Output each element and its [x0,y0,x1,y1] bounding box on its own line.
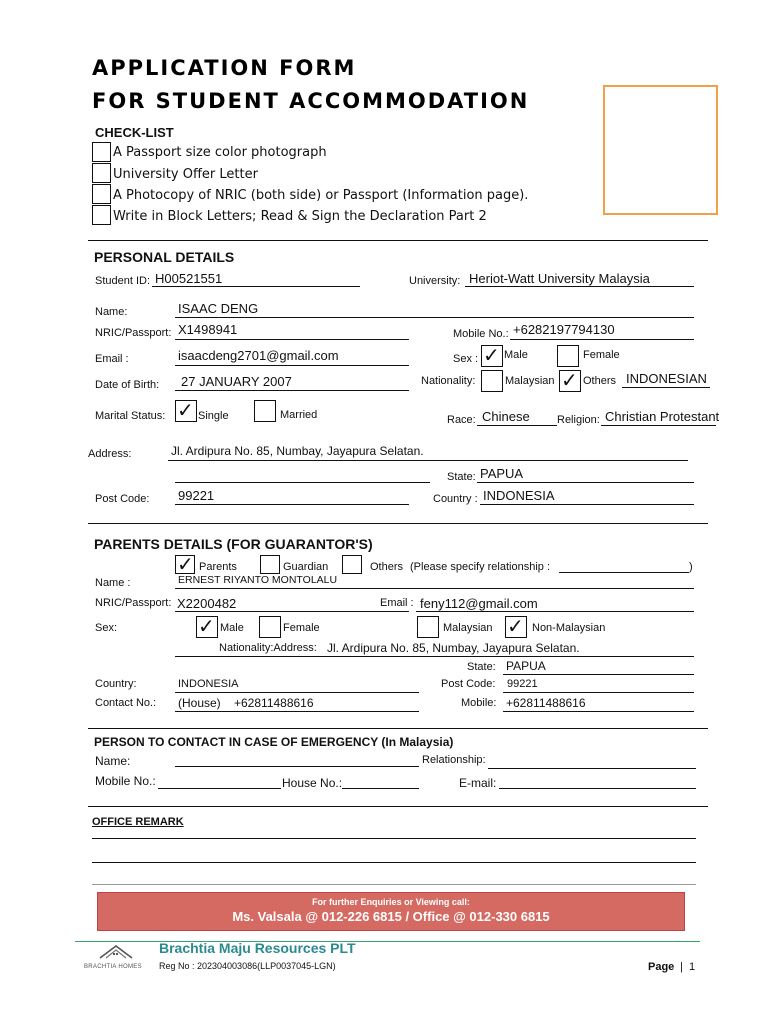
sex-female-checkbox[interactable] [557,345,579,367]
address-value[interactable]: Jl. Ardipura No. 85, Numbay, Jayapura Selatan. [171,444,424,458]
guardian-contact-underline [175,711,419,712]
parents-label: Parents [199,561,237,573]
guardian-email-label: Email : [380,597,414,609]
page-number: 1 [689,961,696,973]
enquiry-banner-line1: For further Enquiries or Viewing call: [312,897,470,907]
form-title: APPLICATION FORM [92,56,357,80]
emergency-house-field[interactable] [342,788,419,789]
sex-label: Sex : [453,353,479,365]
nationality-label: Nationality: [421,375,476,387]
emergency-heading: PERSON TO CONTACT IN CASE OF EMERGENCY (In Malaysia) [94,735,454,749]
religion-underline [601,425,716,426]
country-underline [480,504,694,505]
guardian-male-label: Male [220,622,244,634]
email-label: Email : [95,353,129,365]
checklist-checkbox-photo[interactable] [92,142,111,162]
marital-married-checkbox[interactable] [254,400,276,422]
enquiry-banner [97,892,685,931]
name-label: Name: [95,306,128,318]
parents-details-heading: PARENTS DETAILS (FOR GUARANTOR'S) [94,536,373,552]
guardian-nric-underline [175,611,409,612]
guardian-contact-label: Contact No.: [95,697,157,709]
enquiry-banner-line2: Ms. Valsala @ 012-226 6815 / Office @ 012-330 6815 [232,909,550,924]
student-id-value[interactable]: H00521551 [155,271,223,286]
emergency-email-field[interactable] [499,788,696,789]
check-icon: ✓ [507,614,524,638]
race-label: Race: [447,414,476,426]
company-reg: Reg No : 202304003086(LLP0037045-LGN) [159,961,336,971]
country-label: Country : [433,493,478,505]
guardian-contact-house-label: (House) [178,696,221,710]
checklist-item: University Offer Letter [113,167,258,182]
checklist-item: A Photocopy of NRIC (both side) or Passport (Information page). [113,188,529,203]
guardian-name-value[interactable]: ERNEST RIYANTO MONTOLALU [178,574,338,586]
mobile-label: Mobile No.: [453,328,509,340]
guardian-country-label: Country: [95,678,137,690]
emergency-name-field[interactable] [175,766,419,767]
emergency-house-label: House No.: [282,776,343,790]
university-underline [465,286,694,287]
guardian-name-label: Name : [95,577,131,589]
email-underline [175,365,409,366]
specify-label: (Please specify relationship : [410,561,551,573]
name-underline [175,317,694,318]
guardian-nric-label: NRIC/Passport: [95,597,172,609]
divider [88,240,708,241]
mobile-value[interactable]: +6282197794130 [513,322,615,337]
postcode-underline [175,504,409,505]
university-label: University: [409,275,461,287]
university-value[interactable]: Heriot-Watt University Malaysia [469,271,650,286]
company-name: Brachtia Maju Resources PLT [159,940,356,956]
checklist-item: Write in Block Letters; Read & Sign the Declaration Part 2 [113,209,487,224]
others-relation-label: Others [370,561,404,573]
guardian-nationality-address-label: Nationality:Address: [219,642,317,654]
country-value[interactable]: INDONESIA [483,488,555,503]
state-underline [477,482,694,483]
state-value[interactable]: PAPUA [480,466,524,481]
guardian-state-underline [503,674,694,675]
others-label: Others [583,375,617,387]
male-label: Male [504,349,528,361]
photo-box[interactable] [603,85,718,215]
married-label: Married [280,409,318,421]
nric-underline [175,339,409,340]
guardian-postcode-value[interactable]: 99221 [507,678,538,690]
mobile-underline [510,339,694,340]
guardian-country-value[interactable]: INDONESIA [178,678,239,690]
race-underline [477,425,557,426]
postcode-value[interactable]: 99221 [178,488,215,503]
guardian-name-underline [175,588,694,589]
guardian-postcode-label: Post Code: [441,678,496,690]
relation-others-checkbox[interactable] [342,555,362,574]
guardian-female-checkbox[interactable] [259,616,281,638]
address-label: Address: [88,448,132,460]
checklist-item: A Passport size color photograph [113,145,327,160]
nationality-other-underline [622,387,710,388]
emergency-mobile-label: Mobile No.: [95,774,156,788]
divider [88,728,708,729]
guardian-sex-label: Sex: [95,622,118,634]
nric-label: NRIC/Passport: [95,327,172,339]
relation-guardian-checkbox[interactable] [260,555,280,574]
emergency-name-label: Name: [95,754,131,768]
checklist-checkbox-nric[interactable] [92,184,111,204]
form-subtitle: FOR STUDENT ACCOMMODATION [92,89,530,113]
address-underline-2 [175,482,430,483]
checklist-checkbox-offer[interactable] [92,163,111,183]
postcode-label: Post Code: [95,493,150,505]
divider [88,523,708,524]
checklist-checkbox-declaration[interactable] [92,205,111,225]
student-id-underline [152,286,360,287]
guardian-mobile-value[interactable]: +62811488616 [506,696,586,710]
checklist-heading: CHECK-LIST [95,125,174,140]
emergency-relationship-label: Relationship: [422,754,486,766]
guardian-country-underline [175,692,419,693]
nric-value[interactable]: X1498941 [178,322,238,337]
page-label: Page [648,961,675,973]
office-remark-line[interactable] [92,884,696,885]
student-id-label: Student ID: [95,275,151,287]
state-label: State: [447,471,476,483]
female-label: Female [583,349,620,361]
divider [88,806,708,807]
guardian-label: Guardian [283,561,329,573]
malaysian-label: Malaysian [505,375,555,387]
religion-label: Religion: [557,414,600,426]
check-icon: ✓ [177,398,194,422]
guardian-state-value[interactable]: PAPUA [506,659,546,673]
nationality-malaysian-checkbox[interactable] [481,370,503,392]
check-icon: ✓ [177,552,194,576]
address-underline-1 [168,460,688,461]
guardian-mobile-underline [503,711,694,712]
single-label: Single [198,410,229,422]
guardian-mobile-label: Mobile: [461,697,497,709]
dob-underline [175,390,409,391]
emergency-email-label: E-mail: [459,776,497,790]
guardian-postcode-underline [503,692,694,693]
office-remark-line[interactable] [92,838,696,839]
guardian-contact-value[interactable]: +62811488616 [234,696,314,710]
check-icon: ✓ [483,343,500,367]
nationality-other-value[interactable]: INDONESIAN [626,371,707,386]
guardian-email-underline [416,611,694,612]
specify-underline[interactable] [559,572,689,573]
race-value[interactable]: Chinese [482,409,530,424]
guardian-address-value[interactable]: Jl. Ardipura No. 85, Numbay, Jayapura Selatan. [327,641,580,655]
emergency-relationship-field[interactable] [488,768,696,769]
guardian-female-label: Female [283,622,320,634]
check-icon: ✓ [198,614,215,638]
religion-value[interactable]: Christian Protestant [605,409,720,424]
guardian-non-malaysian-label: Non-Malaysian [532,622,606,634]
email-value[interactable]: isaacdeng2701@gmail.com [178,348,339,363]
page-separator: | [680,961,683,973]
guardian-malaysian-checkbox[interactable] [417,616,439,638]
logo-text: BRACHTIA HOMES [84,964,142,970]
guardian-state-label: State: [467,661,496,673]
office-remark-line[interactable] [92,862,696,863]
dob-label: Date of Birth: [95,379,160,391]
office-remark-heading: OFFICE REMARK [92,816,184,828]
personal-details-heading: PERSONAL DETAILS [94,249,235,265]
name-value[interactable]: ISAAC DENG [178,301,259,316]
guardian-email-value[interactable]: feny112@gmail.com [420,596,538,611]
guardian-malaysian-label: Malaysian [443,622,493,634]
check-icon: ✓ [561,368,578,392]
guardian-nric-value[interactable]: X2200482 [177,596,237,611]
guardian-address-underline [175,656,694,657]
marital-label: Marital Status: [95,410,166,422]
specify-close: ) [689,561,693,573]
emergency-mobile-field[interactable] [158,788,281,789]
dob-value[interactable]: 27 JANUARY 2007 [181,374,292,389]
